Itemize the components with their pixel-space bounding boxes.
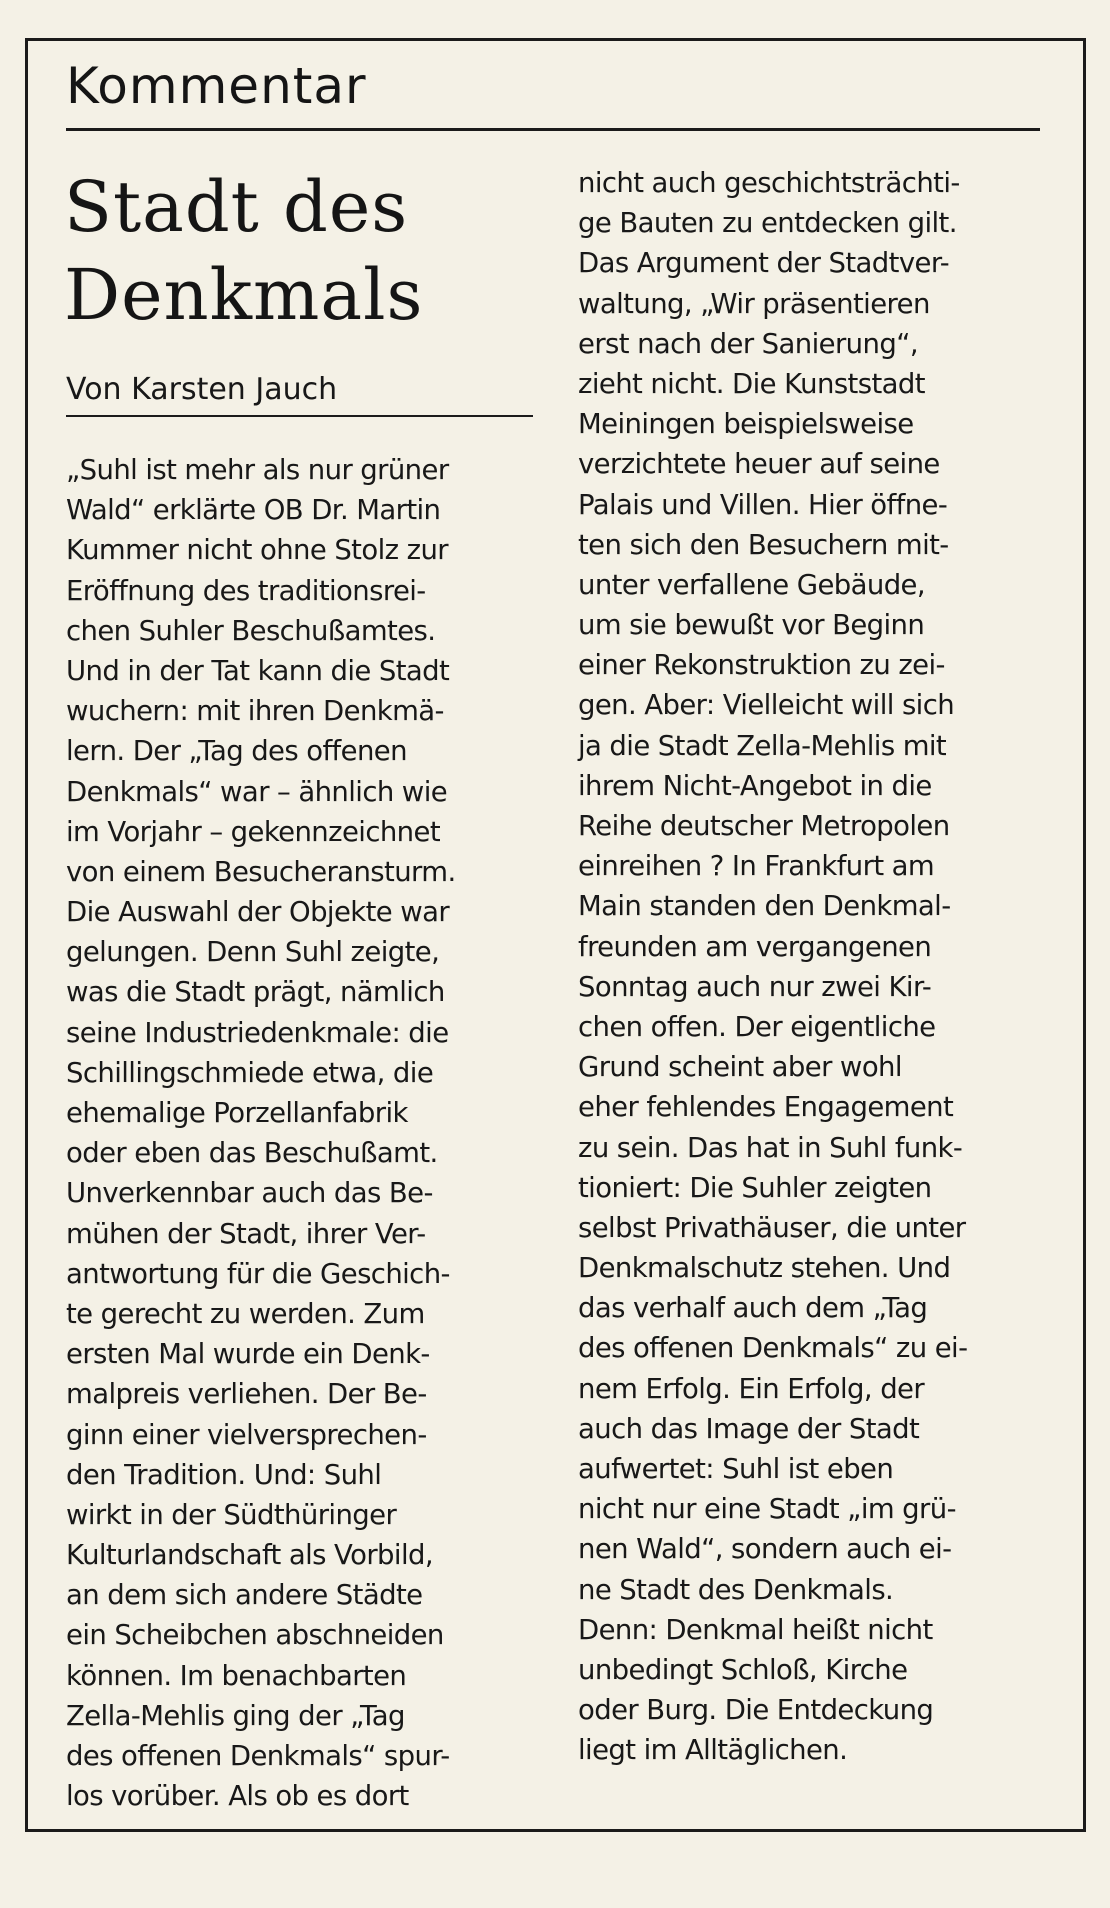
text-line: freunden am vergangenen [578,930,932,963]
text-line: einer Rekonstruktion zu zei- [578,649,945,682]
text-line: te gerecht zu werden. Zum [66,1297,425,1330]
text-line: nicht nur eine Stadt „im grü- [578,1493,956,1526]
text-column-right [578,163,1058,1771]
text-line: nem Erfolg. Ein Erfolg, der [578,1372,925,1405]
text-line: Die Auswahl der Objekte war [66,896,450,929]
text-line: des offenen Denkmals“ zu ei- [578,1332,968,1365]
section-rule [66,128,1040,131]
text-line: den Tradition. Und: Suhl [66,1458,382,1491]
text-line: unter verfallene Gebäude, [578,568,926,601]
text-line: ten sich den Besuchern mit- [578,528,949,561]
text-line: an dem sich andere Städte [66,1579,423,1612]
text-line: Wald“ erklärte OB Dr. Martin [66,494,441,527]
text-line: ja die Stadt Zella-Mehlis mit [578,729,947,762]
text-line: Das Argument der Stadtver- [578,247,950,280]
text-line: Eröffnung des traditionsrei- [66,574,426,607]
text-line: erst nach der Sanierung“, [578,327,918,360]
text-column-left [66,450,546,1816]
text-line: ihrem Nicht-Angebot in die [578,769,932,802]
text-line: Unverkennbar auch das Be- [66,1177,433,1210]
text-line: Main standen den Denkmal- [578,890,951,923]
text-line: einreihen ? In Frankfurt am [578,850,935,883]
text-line: waltung, „Wir präsentieren [578,287,930,320]
text-line: Sonntag auch nur zwei Kir- [578,970,932,1003]
text-line: Palais und Villen. Hier öffne- [578,488,948,521]
text-line: ersten Mal wurde ein Denk- [66,1338,430,1371]
text-line: ge Bauten zu entdecken gilt. [578,207,957,240]
text-line: „Suhl ist mehr als nur grüner [66,454,449,486]
text-line: aufwertet: Suhl ist eben [578,1453,894,1485]
text-line: los vorüber. Als ob es dort [66,1780,409,1813]
text-line: antwortung für die Geschich- [66,1257,450,1290]
text-line: wirkt in der Südthüringer [66,1498,397,1531]
text-line: seine Industriedenkmale: die [66,1016,449,1049]
text-line: wuchern: mit ihren Denkmä- [66,695,444,728]
text-line: selbst Privathäuser, die unter [578,1211,966,1244]
text-line: Schillingschmiede etwa, die [66,1056,434,1089]
text-line: Zella-Mehlis ging der „Tag [66,1699,405,1732]
text-line: nicht auch geschichtsträchti- [578,167,960,199]
headline-line: Denkmals [64,254,424,336]
text-line: liegt im Alltäglichen. [578,1734,848,1767]
text-line: verzichtete heuer auf seine [578,448,940,481]
text-line: eher fehlendes Engagement [578,1091,954,1124]
text-line: um sie bewußt vor Beginn [578,609,925,642]
text-line: Kummer nicht ohne Stolz zur [66,534,448,567]
text-line: Reihe deutscher Metropolen [578,810,950,842]
text-line: ne Stadt des Denkmals. [578,1573,894,1606]
text-line: können. Im benachbarten [66,1659,407,1692]
text-line: im Vorjahr – gekennzeichnet [66,815,441,848]
text-line: gelungen. Denn Suhl zeigte, [66,936,440,969]
text-line: Denn: Denkmal heißt nicht [578,1613,933,1646]
byline-rule [66,415,533,417]
text-line: lern. Der „Tag des offenen [66,735,407,768]
text-line: auch das Image der Stadt [578,1412,920,1445]
text-line: oder Burg. Die Entdeckung [578,1694,934,1727]
section-label: Kommentar [66,57,367,115]
text-line: Denkmals“ war – ähnlich wie [66,775,448,808]
text-line: was die Stadt prägt, nämlich [66,976,445,1009]
text-line: Denkmalschutz stehen. Und [578,1252,951,1285]
text-line: Kulturlandschaft als Vorbild, [66,1539,433,1572]
text-line: zieht nicht. Die Kunststadt [578,367,925,400]
text-line: ein Scheibchen abschneiden [66,1619,444,1652]
text-line: des offenen Denkmals“ spur- [66,1740,450,1772]
text-line: malpreis verliehen. Der Be- [66,1378,427,1411]
text-line: Meiningen beispielsweise [578,408,914,441]
text-line: das verhalf auch dem „Tag [578,1292,928,1325]
text-line: tioniert: Die Suhler zeigten [578,1171,932,1204]
text-line: von einem Besucheransturm. [66,855,456,888]
text-line: Und in der Tat kann die Stadt [66,654,450,687]
text-line: ehemalige Porzellanfabrik [66,1097,408,1129]
headline-line: Stadt des [64,166,409,248]
article-headline [64,163,423,339]
text-line: chen offen. Der eigentliche [578,1010,936,1043]
text-line: oder eben das Beschußamt. [66,1137,438,1170]
text-line: chen Suhler Beschußamtes. [66,614,436,647]
text-line: unbedingt Schloß, Kirche [578,1653,908,1686]
text-line: zu sein. Das hat in Suhl funk- [578,1131,963,1164]
text-line: mühen der Stadt, ihrer Ver- [66,1217,426,1250]
text-line: nen Wald“, sondern auch ei- [578,1533,952,1566]
text-line: gen. Aber: Vielleicht will sich [578,689,955,722]
byline: Von Karsten Jauch [66,372,338,407]
text-line: Grund scheint aber wohl [578,1051,902,1084]
text-line: ginn einer vielversprechen- [66,1418,427,1451]
